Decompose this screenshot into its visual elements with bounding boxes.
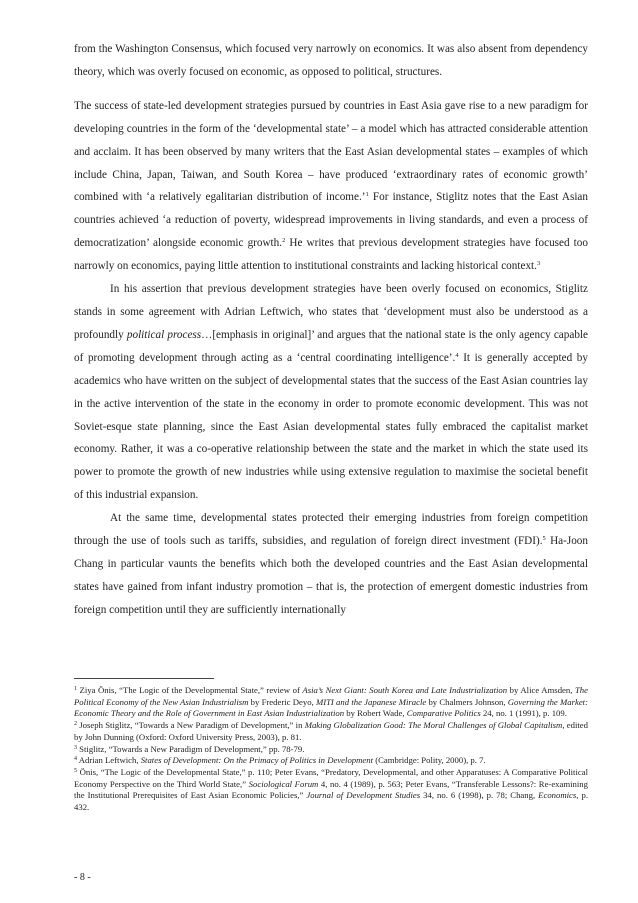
footnote-ref: 3 <box>536 260 541 268</box>
footnote <box>74 685 588 720</box>
text-run: from the Washington Consensus, which focused very narrowly on economics. It was also absent from dependency theory, which was overly focused on economic, as opposed to political, structures. <box>74 43 588 78</box>
text-run: Joseph Stiglitz, “Towards a New Paradigm of Development,” in <box>77 720 305 731</box>
italic-text: Governing the Market: Economic Theory and the Role of Government in East Asian Industrialization <box>74 696 588 719</box>
text-run: At the same time, developmental states protected their emerging industries from foreign competition through the use of tools such as tariffs, subsidies, and regulation of foreign direct investment (FDI). <box>74 512 588 548</box>
italic-text: Asia’s Next Giant: South Korea and Late Industrialization <box>302 685 508 695</box>
footnote <box>74 720 588 743</box>
paragraph-gap <box>74 84 588 95</box>
text-run: by Alice Amsden, <box>507 685 575 695</box>
text-run: He writes that previous development strategies have focused too narrowly on economics, paying little attention to institutional constraints and lacking historical context. <box>74 237 588 273</box>
italic-text: States of Development: On the Primacy of Politics in Development <box>140 755 374 766</box>
italic-text: Journal of Development Studies <box>306 790 421 801</box>
footnote-ref: 2 <box>282 237 286 245</box>
footnote-separator <box>74 678 214 679</box>
footnote <box>74 767 588 814</box>
text-run: , edited by John Dunning (Oxford: Oxford University Press, 2003), p. 81. <box>74 720 589 742</box>
text-run: For instance, Stiglitz notes that the East Asian countries achieved ‘a reduction of poverty, widespread improvements in living standards, and even a process of democratization’ alongside economic growth. <box>74 191 588 250</box>
footnote-ref: 4 <box>455 351 459 359</box>
paragraph <box>74 38 588 84</box>
text-run: Stiglitz, “Towards a New Paradigm of Development,” pp. 78-79. <box>77 743 305 754</box>
italic-text: Economics <box>538 790 577 801</box>
paragraph <box>74 278 588 507</box>
text-run: by Frederic Deyo, <box>248 696 316 707</box>
text-run: 24, no. 1 (1991), p. 109. <box>480 708 567 719</box>
footnote <box>74 744 588 756</box>
text-run: Adrian Leftwich, <box>77 755 141 766</box>
text-run: Ha-Joon Chang in particular vaunts the benefits which both the developed countries and the East Asian developmental states have gained from infant industry promotion – that is, the protection of emergent domestic industries from foreign competition until they are sufficiently internationally <box>74 535 588 616</box>
text-run: 4, no. 4 (1989), p. 563; Peter Evans, “Transferable Lessons?: Re-examining the Institutional Prerequisites of East Asian Economic Policies,” <box>74 778 588 801</box>
text-run: The success of state-led development strategies pursued by countries in East Asia gave rise to a new paradigm for developing countries in the form of the ‘developmental state’ – a model which has attracted considerable attention and acclaim. It has been observed by many writers that the East Asian developmental states – examples of which include China, Japan, Taiwan, and South Korea – have produced ‘extraordinary rates of economic growth’ combined with ‘a relatively egalitarian distribution of income.’ <box>74 99 588 204</box>
text-run: It is generally accepted by academics who have written on the subject of developmental states that the success of the East Asian countries lay in the active intervention of the state in the economy in order to promote economic development. This was not Soviet-esque state planning, since the East Asian developmental states fully embraced the capitalist market economy. Rather, it was a co-operative relationship between the state and the market in which the state used its power to promote the growth of new industries while using extensive regulation to maximise the societal benefit of this industrial expansion. <box>74 351 588 502</box>
paragraph <box>74 95 588 278</box>
italic-text: MITI and the Japanese Miracle <box>315 696 427 707</box>
text-run: , p. 432. <box>74 790 588 813</box>
text-run: Ziya Önis, “The Logic of the Developmental State,” review of <box>77 685 303 695</box>
footnote-ref: 5 <box>542 535 546 543</box>
italic-text: The Political Economy of the New Asian Industrialism <box>74 685 588 707</box>
italic-text: Making Globalization Good: The Moral Challenges of Global Capitalism <box>304 720 563 731</box>
text-run: (Cambridge: Polity, 2000), p. 7. <box>373 755 486 766</box>
text-run: In his assertion that previous development strategies have been overly focused on economics, Stiglitz stands in some agreement with Adrian Leftwich, who states that ‘development must also be understood as a profoundly <box>74 283 588 341</box>
footnote-ref: 3 <box>74 744 77 751</box>
footnote-ref: 2 <box>74 721 77 728</box>
italic-text: political process <box>126 328 202 341</box>
footnotes <box>74 685 588 814</box>
text-run: by Robert Wade, <box>344 708 407 719</box>
text-run: Önis, “The Logic of the Developmental State,” p. 110; Peter Evans, “Predatory, Developmental, and other Apparatuses: A Comparative Political Economy Perspective on the Third World State,” <box>74 766 588 789</box>
body-text <box>74 38 588 622</box>
footnote <box>74 755 588 767</box>
footnote-ref: 1 <box>365 191 369 199</box>
footnote-ref: 4 <box>74 756 77 763</box>
paragraph <box>74 507 588 622</box>
italic-text: Sociological Forum <box>248 778 319 789</box>
footnote-ref: 5 <box>74 767 77 774</box>
footnote-ref: 1 <box>74 686 77 692</box>
text-run: …[emphasis in original]’ and argues that the national state is the only agency capable of promoting development through acting as a ‘central coordinating intelligence’. <box>74 328 588 364</box>
text-run: 34, no. 6 (1998), p. 78; Chang, <box>420 790 539 801</box>
italic-text: Comparative Politics <box>406 708 481 719</box>
page-number: - 8 - <box>74 872 91 883</box>
text-run: by Chalmers Johnson, <box>426 696 508 707</box>
